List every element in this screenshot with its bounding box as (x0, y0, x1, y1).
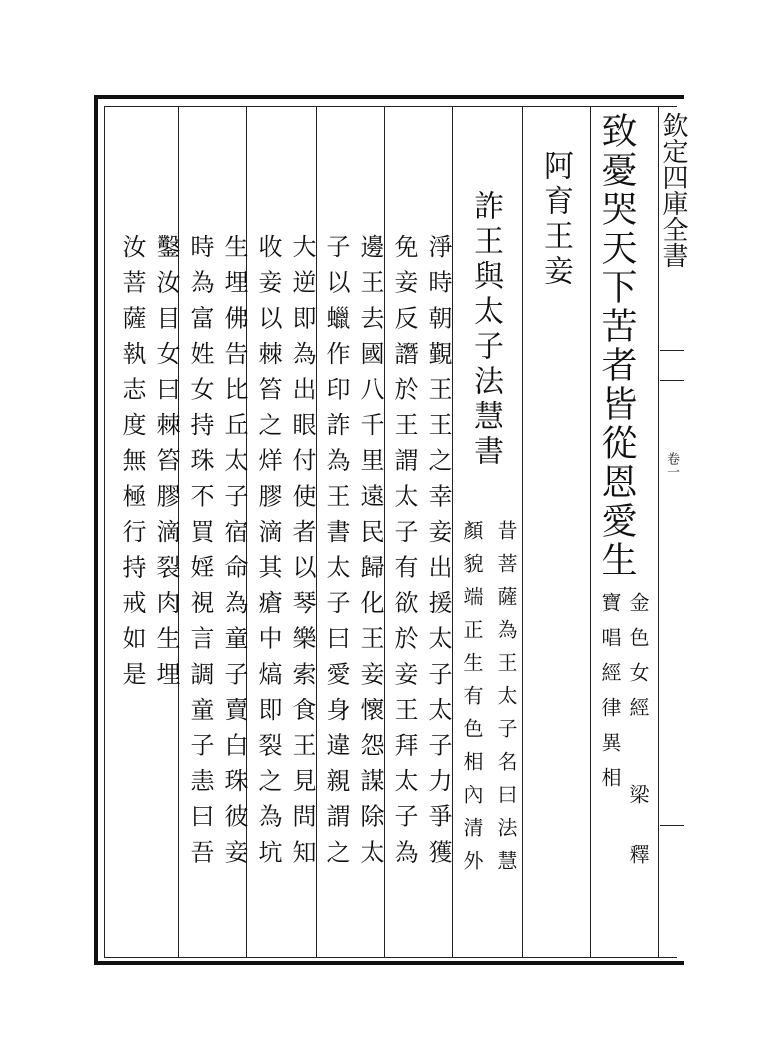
body-line: 鑿汝目女曰棘笞膠滴裂肉生埋 (152, 234, 180, 697)
source-note: 寶唱經律異相 (598, 592, 622, 802)
note-line: 昔菩薩為王太子名曰法慧 (494, 520, 518, 883)
body-line: 子以蠟作印詐為王書太子曰愛身違親謂之 (322, 234, 350, 875)
body-line: 生埋佛告比丘太子宿命為童子賣白珠彼妾 (220, 234, 248, 875)
note-line: 顏貌端正生有色相內清外 (460, 520, 484, 883)
column-rule (590, 106, 591, 957)
column-rule (522, 106, 523, 957)
column-rule (384, 106, 385, 957)
body-line: 大逆即為出眼付使者以琴樂索食王見問知 (288, 234, 316, 875)
column-rule (316, 106, 317, 957)
margin-book-title: 欽定四庫全書 (658, 112, 688, 268)
body-line: 免妾反譖於王謂太子有欲於妾王拜太子為 (390, 234, 418, 875)
body-line: 時為富姓女持珠不買婬視言調童子恚曰吾 (186, 234, 214, 875)
source-note: 金色女經 (626, 592, 650, 732)
fish-tail-mark (660, 350, 684, 351)
column-rule (452, 106, 453, 957)
section-heading: 阿育王妾 (538, 150, 573, 290)
translator-note: 梁 釋 (626, 784, 650, 872)
body-line: 淨時朝覲王王之幸妾出援太子太子力爭獲 (424, 234, 452, 875)
body-line: 邊王去國八千里遠民歸化王妾懷怨謀除太 (356, 234, 384, 875)
title-line: 致憂哭天下苦者皆從恩愛生 (596, 112, 637, 580)
body-line: 收妾以棘笞之烊膠滴其瘡中熇即裂之為坑 (254, 234, 282, 875)
sub-heading: 詐王與太子法慧書 (468, 190, 503, 470)
fish-tail-mark (660, 380, 684, 381)
margin-volume: 卷一 (664, 452, 679, 478)
fish-tail-mark (660, 825, 684, 826)
body-line-last: 汝菩薩執志度無極行持戒如是 (118, 234, 146, 697)
